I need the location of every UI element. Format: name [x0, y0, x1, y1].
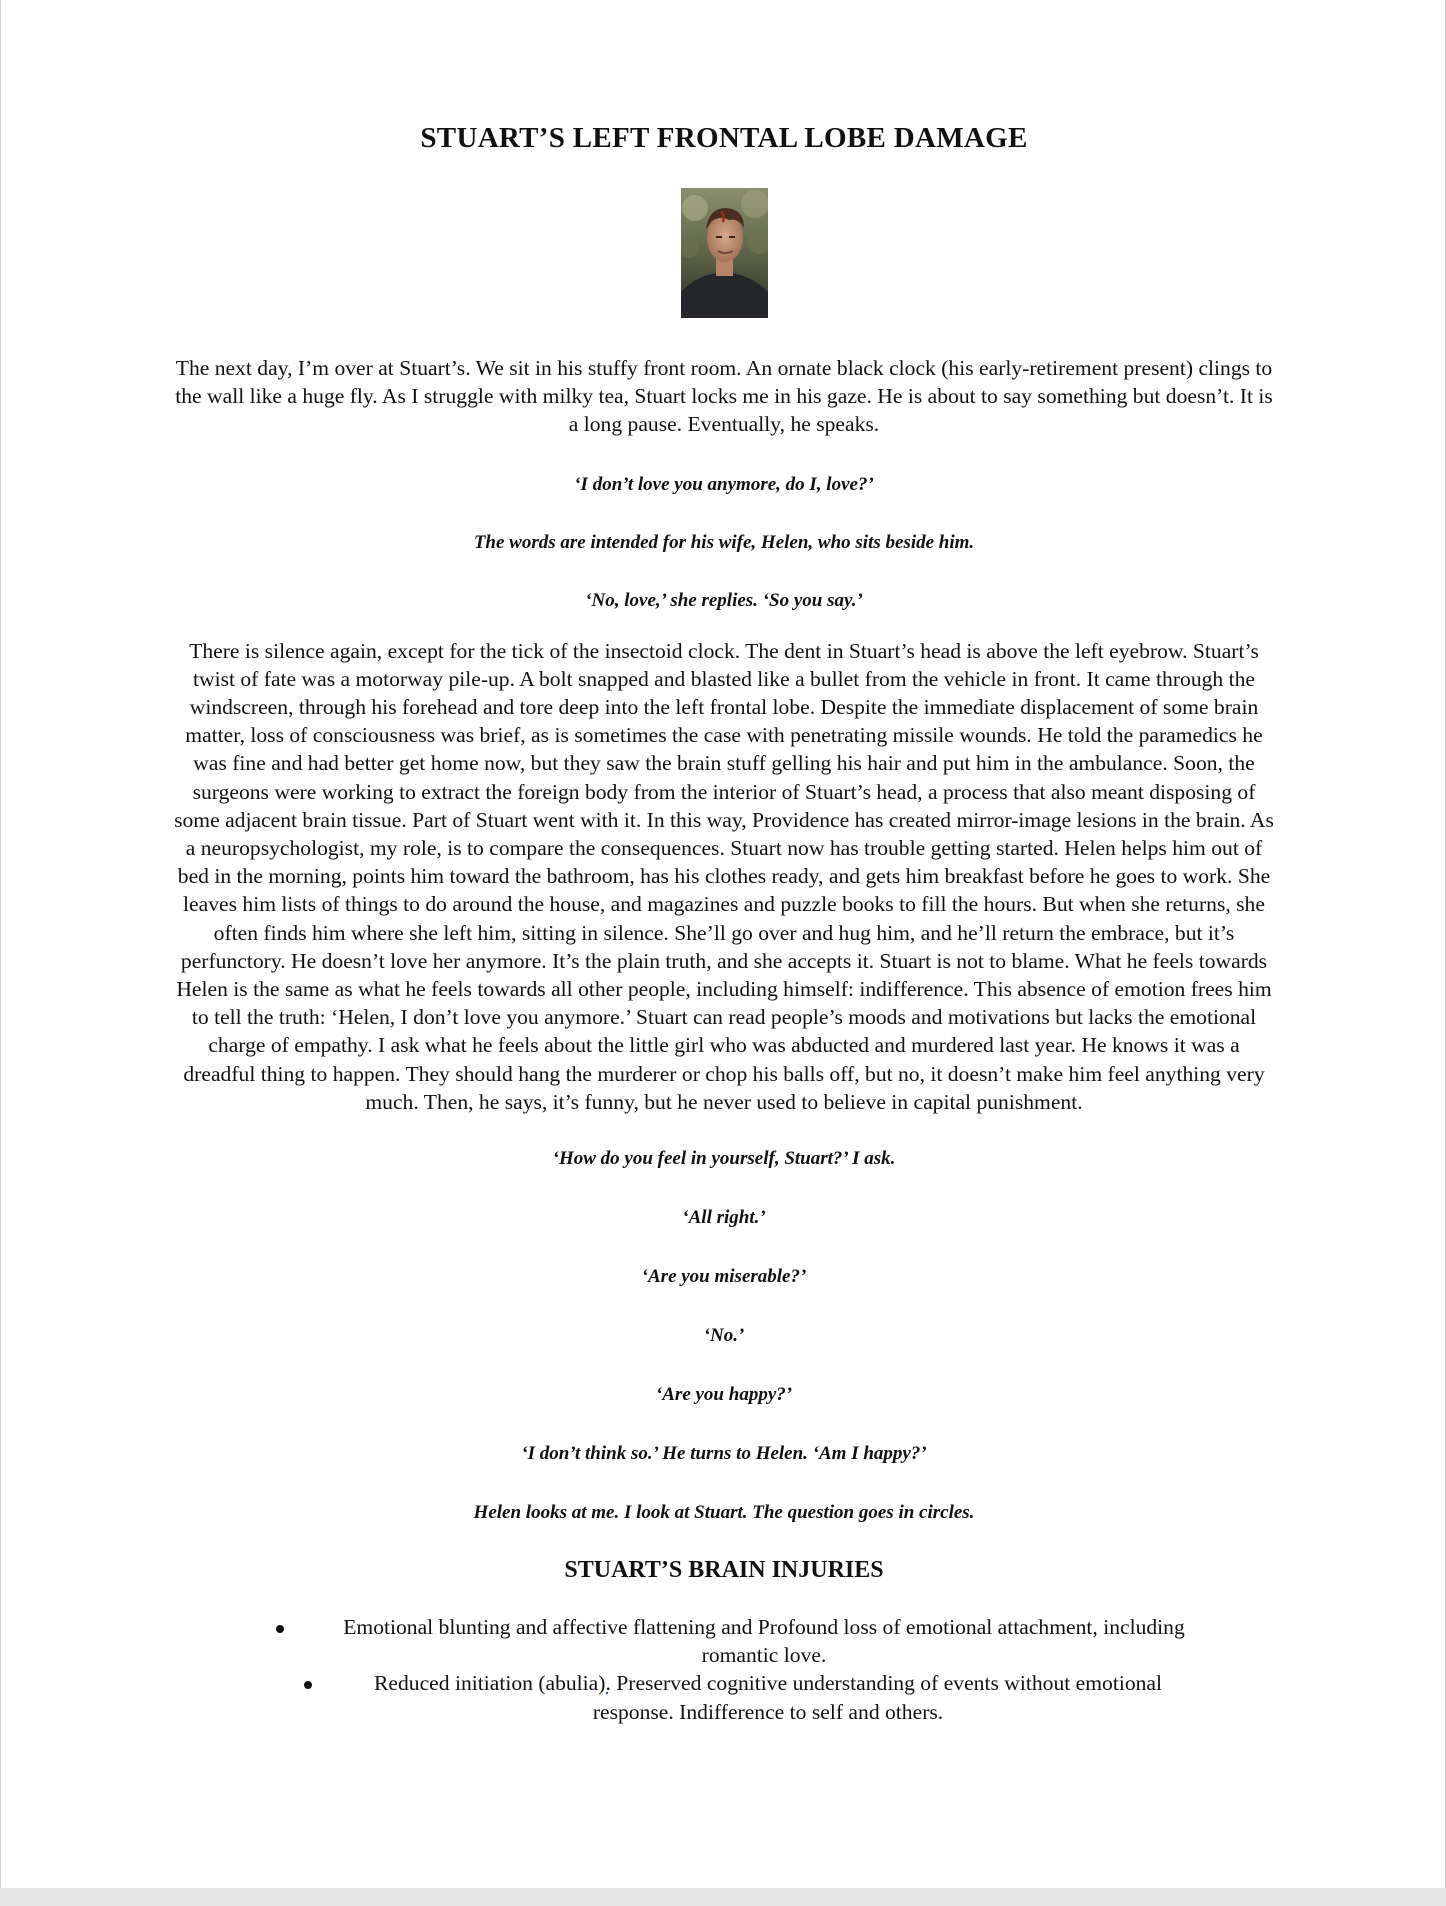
dialogue-line: ‘I don’t love you anymore, do I, love?’ [574, 473, 874, 495]
spellcheck-marked-text[interactable]: ). [598, 1671, 611, 1696]
dialogue-line: ‘Are you happy?’ [655, 1384, 793, 1406]
list-item [171, 1669, 1277, 1725]
document-title: STUART’S LEFT FRONTAL LOBE DAMAGE [420, 122, 1028, 154]
dialogue-line: The words are intended for his wife, Helen, who sits beside him. [473, 531, 975, 553]
bullet-icon [276, 1625, 284, 1633]
list-item-text-end: Preserved cognitive understanding of events without emotional response. Indifference to self and others. [592, 1671, 1162, 1724]
list-item [171, 1613, 1277, 1669]
dialogue-line: ‘No.’ [703, 1325, 745, 1347]
dialogue-line: ‘How do you feel in yourself, Stuart?’ I ask. [552, 1148, 896, 1170]
dialogue-line: ‘All right.’ [682, 1207, 766, 1229]
list-item-text-start: Reduced initiation (abulia [374, 1671, 599, 1696]
photo-container [171, 188, 1277, 319]
document-body [171, 118, 1277, 1726]
dialogue-line: Helen looks at me. I look at Stuart. The question goes in circles. [473, 1502, 975, 1524]
bullet-icon [304, 1681, 312, 1689]
narrative-paragraph-1: The next day, I’m over at Stuart’s. We sit in his stuffy front room. An ornate black clock (his early-retirement present) clings to the wall like a huge fly. As I struggle with milky tea, Stuart locks me in his gaze. He is about to say something but doesn’t. It is a long pause. Eventually, he speaks. [175, 356, 1273, 437]
dialogue-line: ‘I don’t think so.’ He turns to Helen. ‘Am I happy?’ [521, 1443, 927, 1465]
list-item-text: Emotional blunting and affective flattening and Profound loss of emotional attachment, including romantic love. [343, 1615, 1185, 1668]
dialogue-line: ‘No, love,’ she replies. ‘So you say.’ [585, 589, 863, 611]
injury-list [171, 1613, 1277, 1726]
narrative-paragraph-2: There is silence again, except for the tick of the insectoid clock. The dent in Stuart’s head is above the left eyebrow. Stuart’s twist of fate was a motorway pile-up. A bolt snapped and blasted like a bullet from the vehicle in front. It came through the windscreen, through his forehead and tore deep into the left frontal lobe. Despite the immediate displacement of some brain matter, loss of consciousness was brief, as is sometimes the case with penetrating missile wounds. He told the paramedics he was fine and had better get home now, but they saw the brain stuff gelling his hair and put him in the ambulance. Soon, the surgeons were working to extract the foreign body from the interior of Stuart’s head, a process that also meant disposing of some adjacent brain tissue. Part of Stuart went with it. In this way, Providence has created mirror-image lesions in the brain. As a neuropsychologist, my role, is to compare the consequences. Stuart now has trouble getting started. Helen helps him out of bed in the morning, points him toward the bathroom, has his clothes ready, and gets him breakfast before he goes to work. She leaves him lists of things to do around the house, and magazines and puzzle books to fill the hours. But when she returns, she often finds him where she left him, sitting in silence. She’ll go over and hug him, and he’ll return the embrace, but it’s perfunctory. He doesn’t love her anymore. It’s the plain truth, and she accepts it. Stuart is not to blame. What he feels towards Helen is the same as what he feels towards all other people, including himself: indifference. This absence of emotion frees him to tell the truth: ‘Helen, I don’t love you anymore.’ Stuart can read people’s moods and motivations but lacks the emotional charge of empathy. I ask what he feels about the little girl who was abducted and murdered last year. He knows it was a dreadful thing to happen. They should hang the murderer or chop his balls off, but no, it doesn’t make him feel anything very much. Then, he says, it’s funny, but he never used to believe in capital punishment. [174, 638, 1274, 1114]
portrait-photo [681, 188, 768, 318]
dialogue-line: ‘Are you miserable?’ [641, 1266, 807, 1288]
section-heading: STUART’S BRAIN INJURIES [564, 1557, 884, 1584]
